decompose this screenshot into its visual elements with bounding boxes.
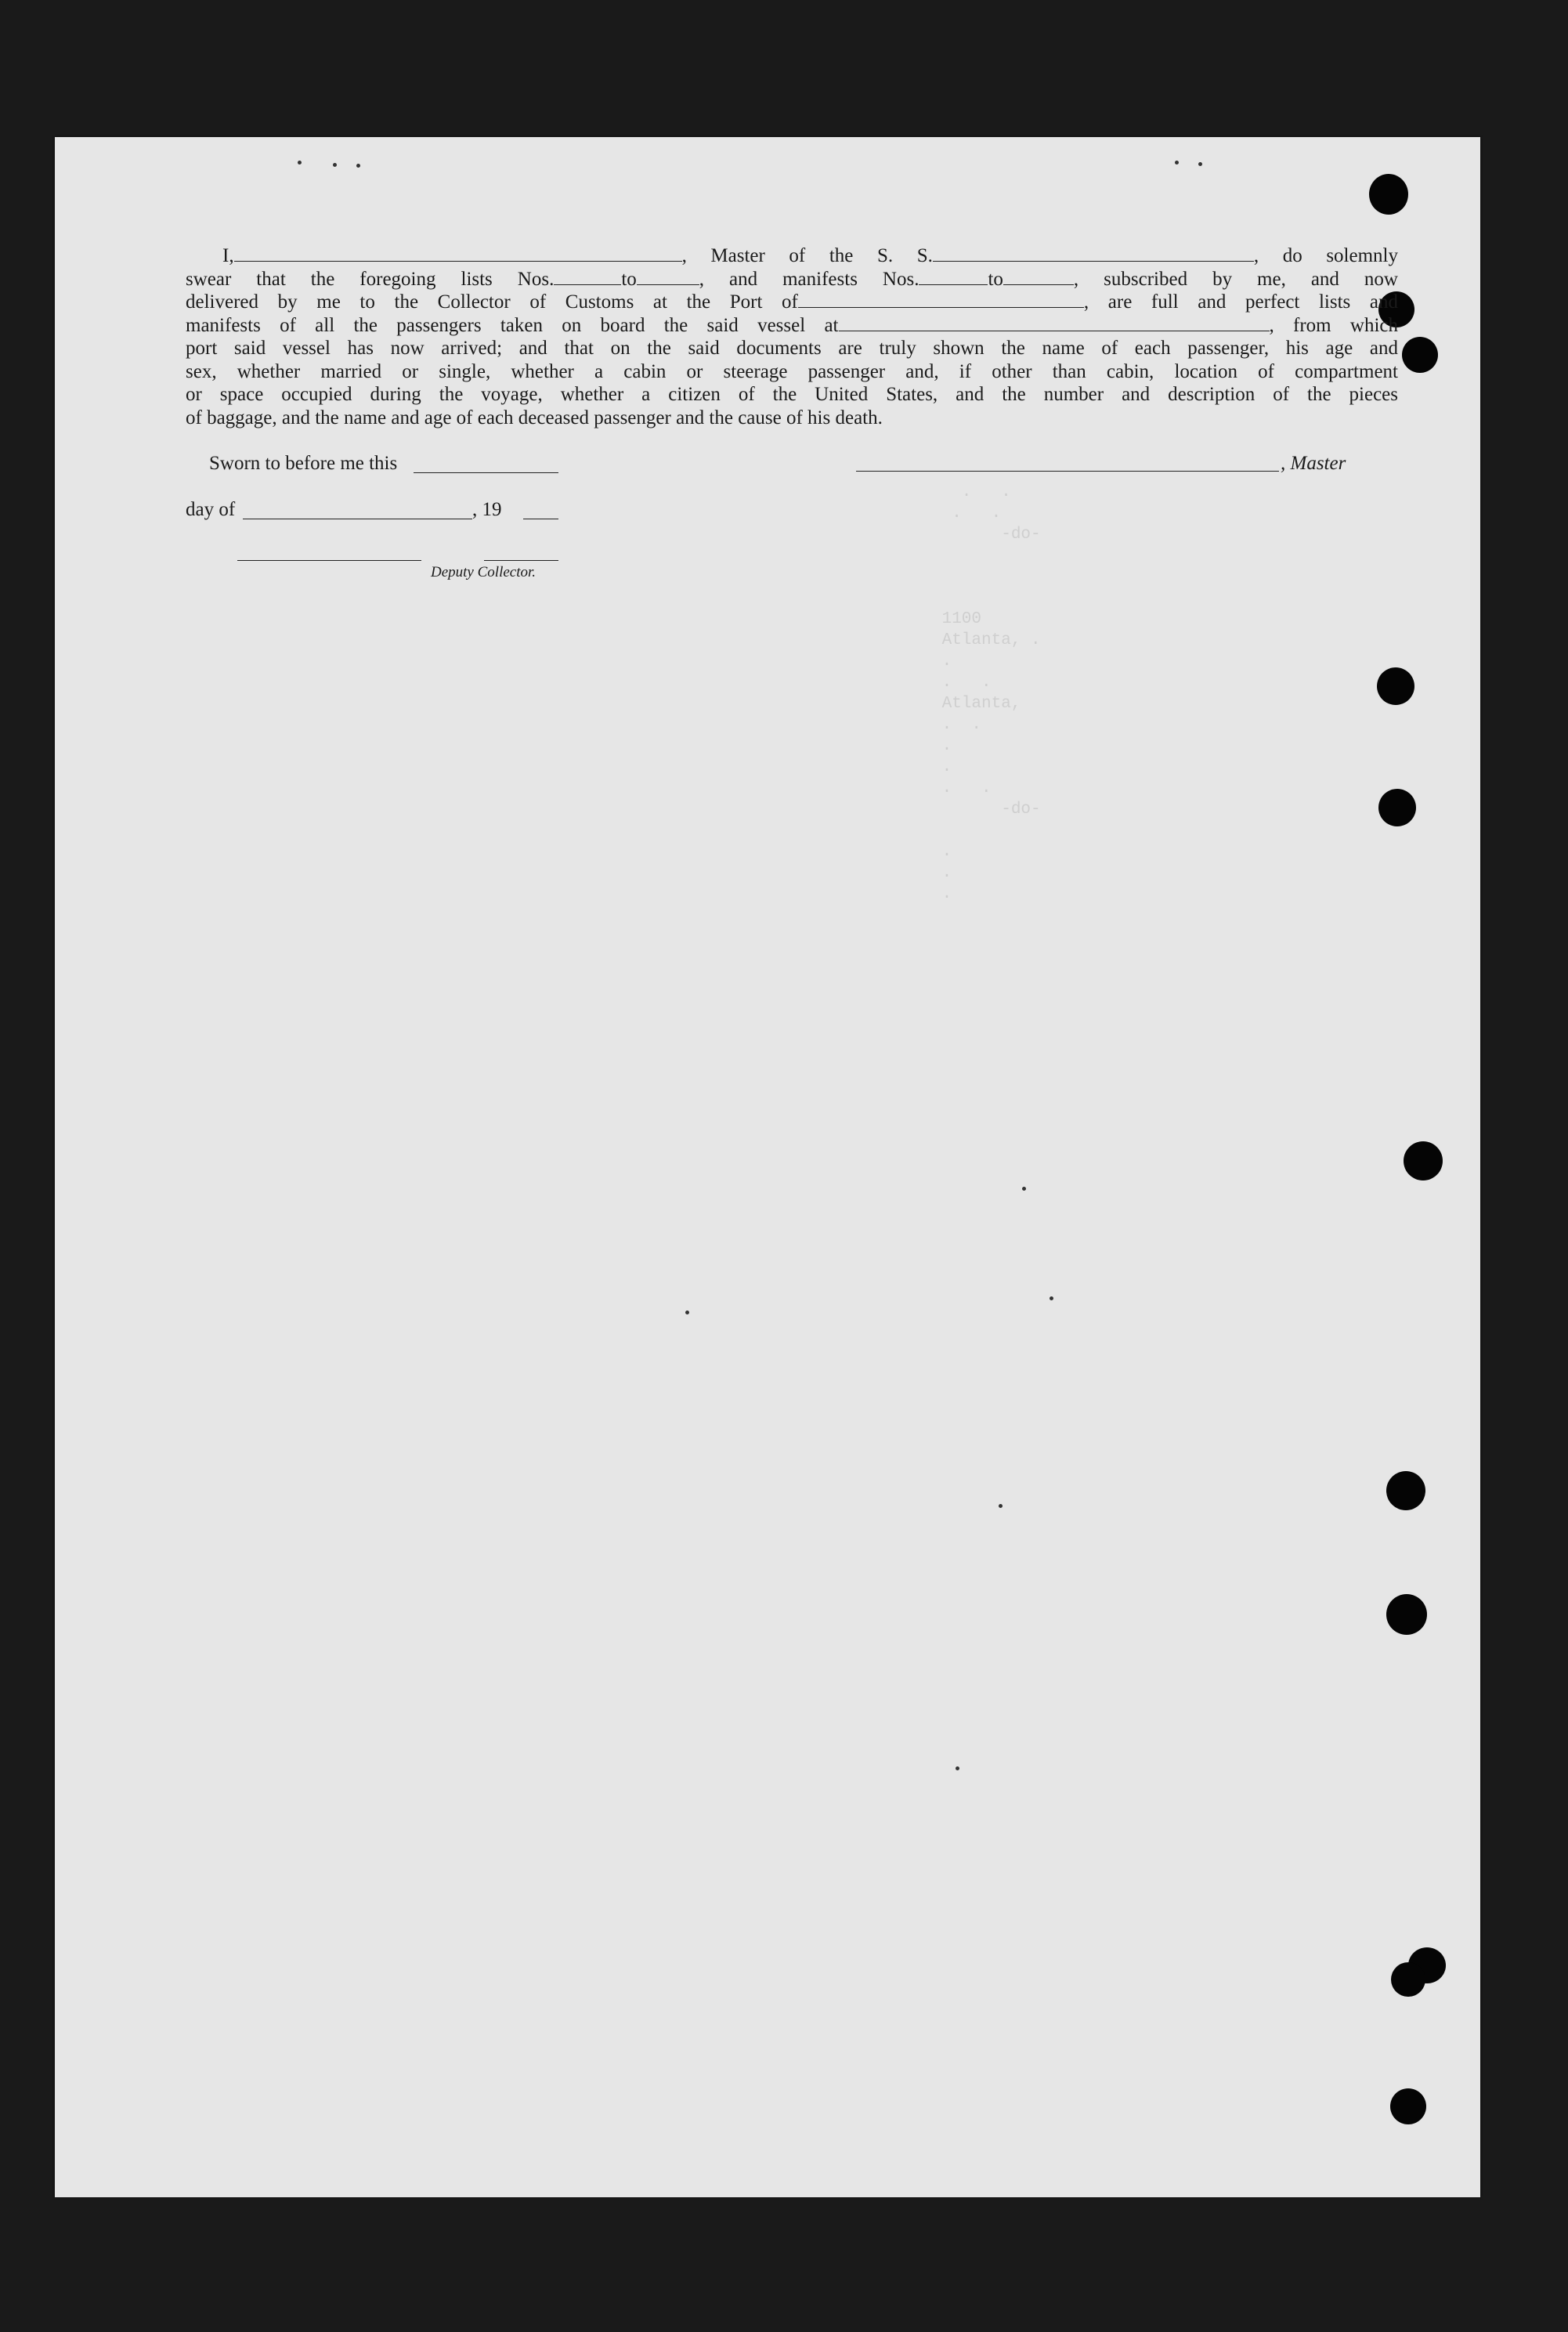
oath-text: delivered by me to the Collector of Customs at the Port of bbox=[186, 291, 798, 313]
oath-text: , do solemnly bbox=[1253, 245, 1398, 266]
oath-text: to bbox=[988, 268, 1003, 290]
ship-name-blank bbox=[933, 247, 1254, 262]
oath-text: , subscribed by me, and now bbox=[1073, 268, 1398, 290]
print-speck bbox=[356, 164, 360, 168]
port-blank bbox=[798, 293, 1084, 308]
print-speck bbox=[298, 161, 302, 165]
binder-hole bbox=[1369, 174, 1408, 215]
binder-hole bbox=[1402, 337, 1438, 373]
print-speck bbox=[1175, 161, 1179, 165]
oath-text: , are full and perfect lists and bbox=[1083, 291, 1399, 313]
master-signature-line bbox=[856, 471, 1279, 472]
oath-text: , and manifests Nos. bbox=[699, 268, 919, 290]
day-label: day of bbox=[186, 499, 236, 520]
day-line bbox=[186, 499, 235, 521]
year-line bbox=[472, 499, 502, 521]
oath-text: manifests of all the passengers taken on board the said vessel at bbox=[186, 314, 839, 336]
oath-line-2 bbox=[186, 268, 1398, 291]
master-name-blank bbox=[234, 247, 682, 262]
embark-port-blank bbox=[839, 316, 1270, 331]
manifest-page bbox=[55, 137, 1480, 2197]
print-speck bbox=[1198, 162, 1202, 166]
oath-line-4 bbox=[186, 314, 1398, 338]
deputy-collector-label: Deputy Collector. bbox=[431, 564, 537, 580]
print-speck bbox=[333, 163, 337, 167]
binder-hole bbox=[1391, 1962, 1425, 1997]
print-speck bbox=[1050, 1296, 1053, 1300]
oath-text: to bbox=[621, 268, 637, 290]
manifest-from-blank bbox=[919, 270, 988, 285]
print-speck bbox=[999, 1504, 1003, 1508]
sworn-line bbox=[209, 453, 397, 475]
binder-hole bbox=[1386, 1471, 1425, 1510]
print-speck bbox=[1022, 1187, 1026, 1191]
oath-text: , Master of the S. S. bbox=[681, 245, 933, 266]
binder-hole bbox=[1390, 2088, 1426, 2124]
oath-line-1 bbox=[186, 244, 1398, 268]
bleed-through-text: . . . . -do- 1100 Atlanta, . . . . Atlanta, . . . . . . -do- . . . bbox=[941, 483, 1041, 903]
oath-line-8: of baggage, and the name and age of each deceased passenger and the cause of his death. bbox=[186, 407, 883, 428]
deputy-signature-line bbox=[484, 560, 558, 561]
oath-text: swear that the foregoing lists Nos. bbox=[186, 268, 555, 290]
binder-hole bbox=[1404, 1141, 1443, 1180]
oath-paragraph bbox=[186, 244, 1398, 429]
oath-text: I, bbox=[222, 245, 234, 266]
binder-hole bbox=[1386, 1594, 1427, 1635]
list-to-blank bbox=[637, 270, 699, 285]
print-speck bbox=[685, 1311, 689, 1314]
manifest-to-blank bbox=[1003, 270, 1074, 285]
oath-line-7: or space occupied during the voyage, whether a citizen of the United States, and the number and description of the pieces bbox=[186, 384, 1398, 405]
oath-line-5: port said vessel has now arrived; and that on the said documents are truly shown the name of each passenger, his age and bbox=[186, 338, 1398, 359]
oath-text: , from which bbox=[1269, 314, 1398, 336]
oath-line-6: sex, whether married or single, whether a cabin or steerage passenger and, if other than cabin, location of compartment bbox=[186, 360, 1398, 382]
year-label: , 19 bbox=[472, 499, 502, 520]
sworn-date-blank bbox=[414, 472, 558, 473]
deputy-signature-line bbox=[237, 560, 421, 561]
list-from-blank bbox=[554, 270, 621, 285]
sworn-label: Sworn to before me this bbox=[209, 453, 398, 474]
oath-line-3 bbox=[186, 291, 1398, 314]
binder-hole bbox=[1378, 789, 1416, 826]
master-label: , Master bbox=[1281, 453, 1346, 474]
binder-hole bbox=[1377, 667, 1414, 705]
print-speck bbox=[956, 1766, 959, 1770]
